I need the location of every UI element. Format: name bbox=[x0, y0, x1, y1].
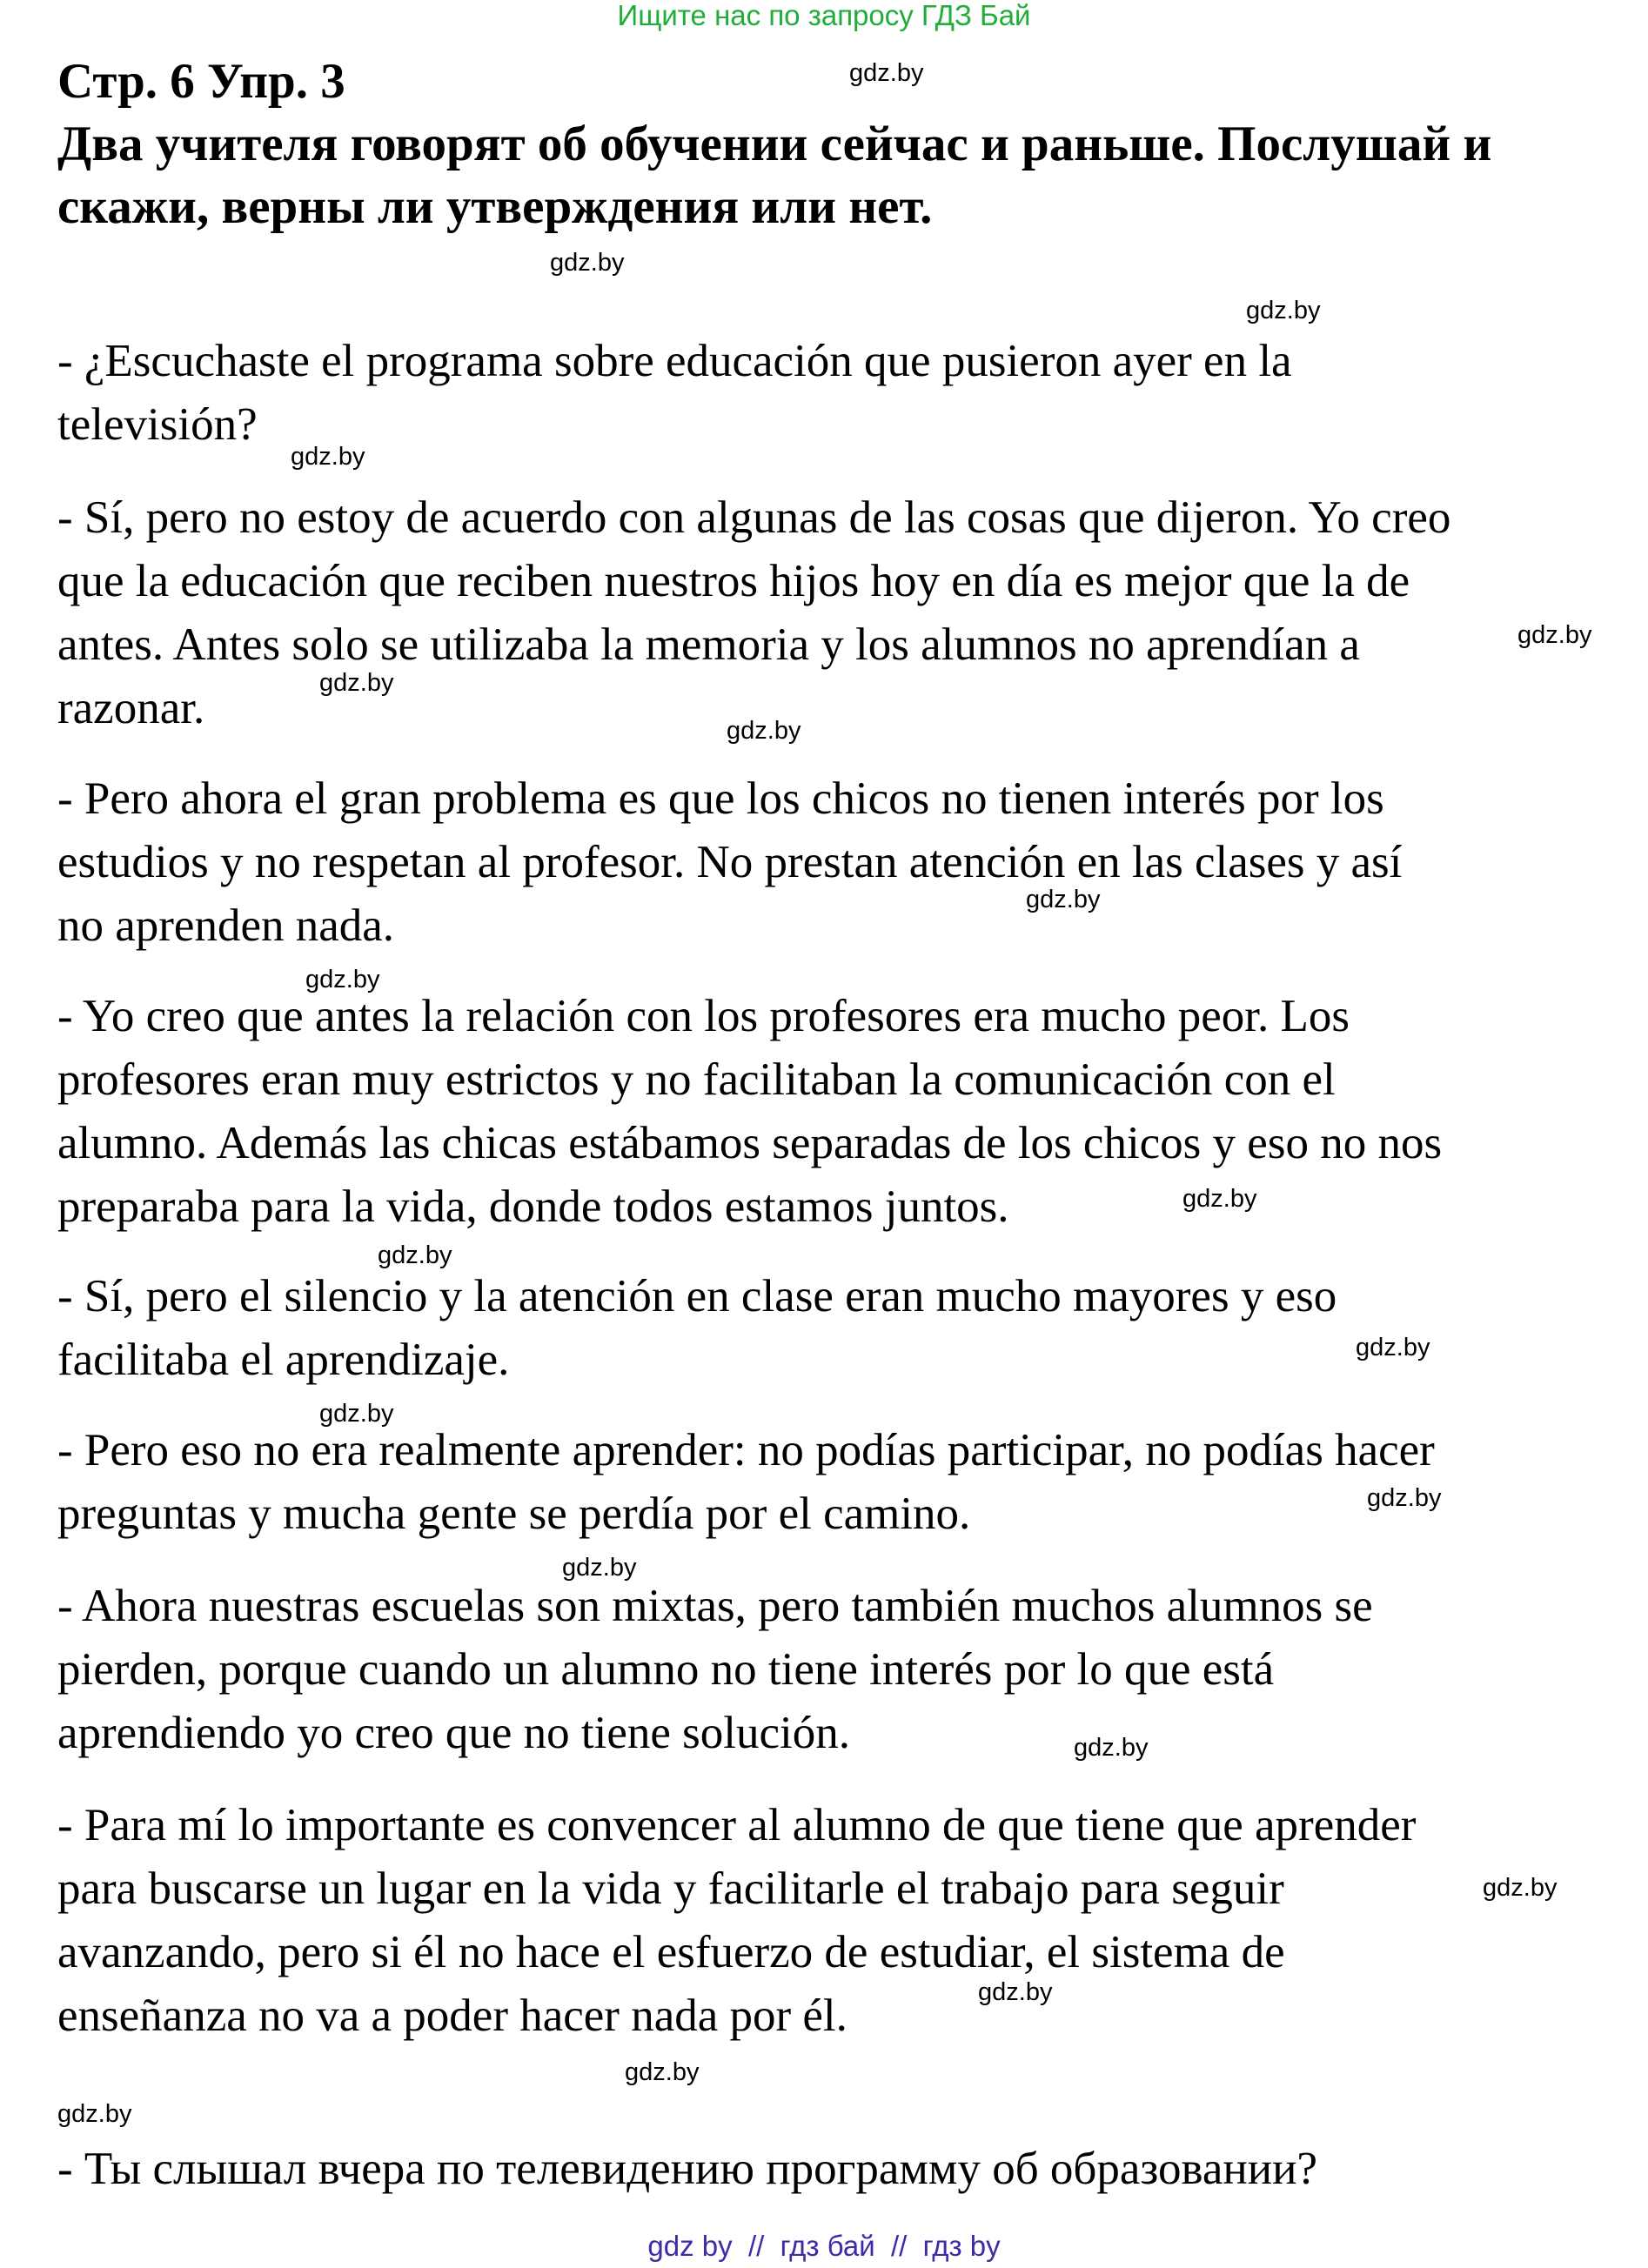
watermark: gdz.by bbox=[1367, 1484, 1442, 1512]
dialogue-line: para buscarse un lugar en la vida y facilitarle el trabajo para seguir bbox=[57, 1863, 1284, 1914]
dialogue-line: - Sí, pero el silencio y la atención en clase eran mucho mayores y eso bbox=[57, 1271, 1337, 1321]
dialogue-line: aprendiendo yo creo que no tiene solución. bbox=[57, 1708, 851, 1758]
page-title: Стр. 6 Упр. 3 bbox=[57, 54, 345, 109]
dialogue-line: preguntas y mucha gente se perdía por el camino. bbox=[57, 1489, 971, 1539]
dialogue-line: profesores eran muy estrictos y no facilitaban la comunicación con el bbox=[57, 1054, 1336, 1105]
watermark: gdz.by bbox=[849, 59, 924, 87]
watermark: gdz.by bbox=[727, 717, 801, 745]
dialogue-line: - Pero eso no era realmente aprender: no podías participar, no podías hacer bbox=[57, 1425, 1435, 1475]
watermark: gdz.by bbox=[1246, 297, 1321, 324]
dialogue-line: preparaba para la vida, donde todos estamos juntos. bbox=[57, 1181, 1009, 1232]
watermark: gdz.by bbox=[1026, 886, 1101, 913]
watermark: gdz.by bbox=[1356, 1334, 1430, 1361]
watermark: gdz.by bbox=[378, 1241, 452, 1269]
watermark: gdz.by bbox=[625, 2058, 700, 2086]
dialogue-line: que la educación que reciben nuestros hijos hoy en día es mejor que la de bbox=[57, 556, 1410, 606]
watermark: gdz.by bbox=[978, 1978, 1053, 2006]
dialogue-line: no aprenden nada. bbox=[57, 900, 395, 951]
watermark: gdz.by bbox=[291, 443, 365, 471]
watermark: gdz.by bbox=[57, 2100, 132, 2128]
watermark: gdz.by bbox=[1483, 1874, 1558, 1902]
watermark: gdz.by bbox=[319, 669, 394, 697]
dialogue-line: razonar. bbox=[57, 683, 205, 733]
dialogue-line: alumno. Además las chicas estábamos separadas de los chicos y eso no nos bbox=[57, 1118, 1443, 1168]
top-banner: Ищите нас по запросу ГДЗ Бай bbox=[617, 0, 1031, 31]
dialogue-line: - ¿Escuchaste el programa sobre educación que pusieron ayer en la bbox=[57, 336, 1292, 386]
dialogue-line: pierden, porque cuando un alumno no tiene interés por lo que está bbox=[57, 1644, 1275, 1695]
dialogue-line: - Sí, pero no estoy de acuerdo con algunas de las cosas que dijeron. Yo creo bbox=[57, 492, 1451, 543]
watermark: gdz.by bbox=[1517, 621, 1592, 649]
dialogue-line: antes. Antes solo se utilizaba la memoria y los alumnos no aprendían a bbox=[57, 619, 1360, 670]
dialogue-line: facilitaba el aprendizaje. bbox=[57, 1335, 510, 1385]
watermark: gdz.by bbox=[1074, 1734, 1149, 1762]
watermark: gdz.by bbox=[319, 1400, 394, 1428]
footer-watermark: gdz by // гдз бай // гдз by bbox=[647, 2230, 1001, 2262]
dialogue-line: - Pero ahora el gran problema es que los chicos no tienen interés por los bbox=[57, 773, 1384, 824]
dialogue-line: estudios y no respetan al profesor. No prestan atención en las clases y así bbox=[57, 837, 1403, 887]
task-line-2: скажи, верны ли утверждения или нет. bbox=[57, 179, 933, 234]
dialogue-line: - Para mí lo importante es convencer al alumno de que tiene que aprender bbox=[57, 1800, 1417, 1850]
watermark: gdz.by bbox=[305, 966, 380, 994]
dialogue-line: enseñanza no va a poder hacer nada por él. bbox=[57, 1990, 847, 2041]
translation-line: - Ты слышал вчера по телевидению программу об образовании? bbox=[57, 2144, 1318, 2194]
task-line-1: Два учителя говорят об обучении сейчас и раньше. Послушай и bbox=[57, 117, 1492, 171]
watermark: gdz.by bbox=[562, 1554, 637, 1582]
dialogue-line: televisión? bbox=[57, 399, 258, 450]
dialogue-line: avanzando, pero si él no hace el esfuerzo de estudiar, el sistema de bbox=[57, 1927, 1285, 1977]
dialogue-line: - Ahora nuestras escuelas son mixtas, pero también muchos alumnos se bbox=[57, 1581, 1373, 1631]
dialogue-line: - Yo creo que antes la relación con los profesores era mucho peor. Los bbox=[57, 991, 1350, 1041]
watermark: gdz.by bbox=[1182, 1185, 1257, 1213]
watermark: gdz.by bbox=[550, 249, 625, 277]
